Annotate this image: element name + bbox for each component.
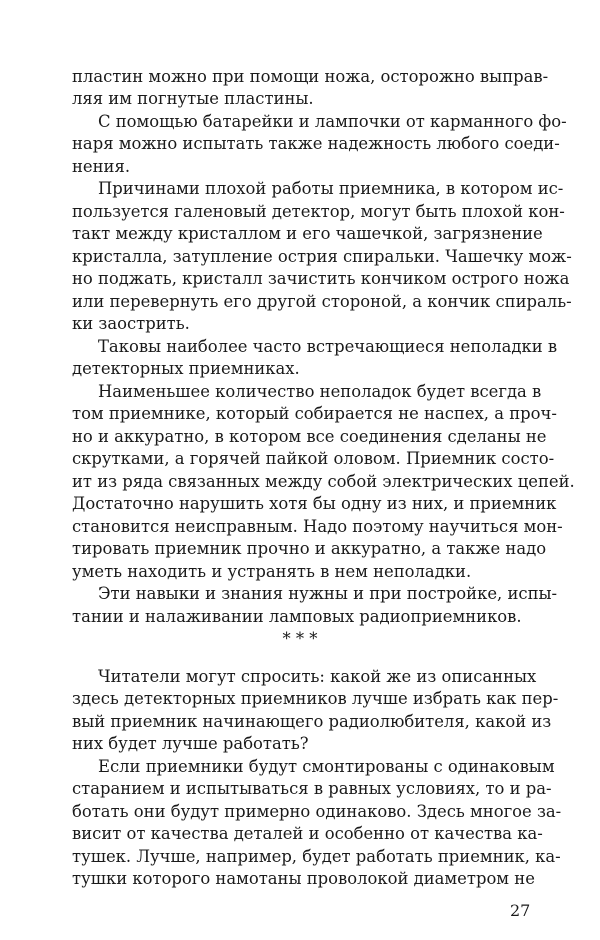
text-line: но и аккуратно, в котором все соединения сделаны не [72,427,547,446]
text-line: Таковы наиболее часто встречающиеся неполадки в [98,337,558,356]
text-line: детекторных приемниках. [72,359,300,378]
text-line: ки заострить. [72,314,190,333]
text-line: здесь детекторных приемников лучше избрать как пер- [72,689,559,708]
text-line: старанием и испытываться в равных условиях, то и ра- [72,779,552,798]
text-line: Наименьшее количество неполадок будет всегда в [98,382,542,401]
text-line: Читатели могут спросить: какой же из описанных [98,667,537,686]
text-line: или перевернуть его другой стороной, а кончик спираль- [72,292,572,311]
text-line: тушек. Лучше, например, будет работать приемник, ка- [72,847,561,866]
text-line: них будет лучше работать? [72,734,309,753]
text-line: такт между кристаллом и его чашечкой, загрязнение [72,224,543,243]
text-line: Если приемники будут смонтированы с одинаковым [98,757,555,776]
text-line: скрутками, а горячей пайкой оловом. Приемник состо- [72,449,555,468]
text-line: ботать они будут примерно одинаково. Здесь многое за- [72,802,562,821]
text-line: наря можно испытать также надежность любого соеди- [72,134,560,153]
text-line: пластин можно при помощи ножа, осторожно выправ- [72,67,549,86]
text-line: становится неисправным. Надо поэтому научиться мон- [72,517,563,536]
text-line: тушки которого намотаны проволокой диаметром не [72,869,535,888]
text-line: висит от качества деталей и особенно от качества ка- [72,824,543,843]
text-line: тании и налаживании ламповых радиоприемников. [72,607,522,626]
text-line: тировать приемник прочно и аккуратно, а также надо [72,539,547,558]
section-separator: * * * [282,629,318,648]
text-line: Причинами плохой работы приемника, в котором ис- [98,179,564,198]
text-line: том приемнике, который собирается не наспех, а проч- [72,404,557,423]
text-line: ляя им погнутые пластины. [72,89,314,108]
text-line: С помощью батарейки и лампочки от карманного фо- [98,112,567,131]
text-line: кристалла, затупление острия спиральки. Чашечку мож- [72,247,572,266]
text-line: уметь находить и устранять в нем неполадки. [72,562,472,581]
page-number: 27 [510,901,531,920]
text-line: но поджать, кристалл зачистить кончиком острого ножа [72,269,570,288]
text-line: Эти навыки и знания нужны и при постройке, испы- [98,584,558,603]
text-line: нения. [72,157,131,176]
text-line: Достаточно нарушить хотя бы одну из них, и приемник [72,494,557,513]
text-line: ит из ряда связанных между собой электрических цепей. [72,472,575,491]
text-line: вый приемник начинающего радиолюбителя, какой из [72,712,552,731]
text-line: пользуется галеновый детектор, могут быть плохой кон- [72,202,565,221]
